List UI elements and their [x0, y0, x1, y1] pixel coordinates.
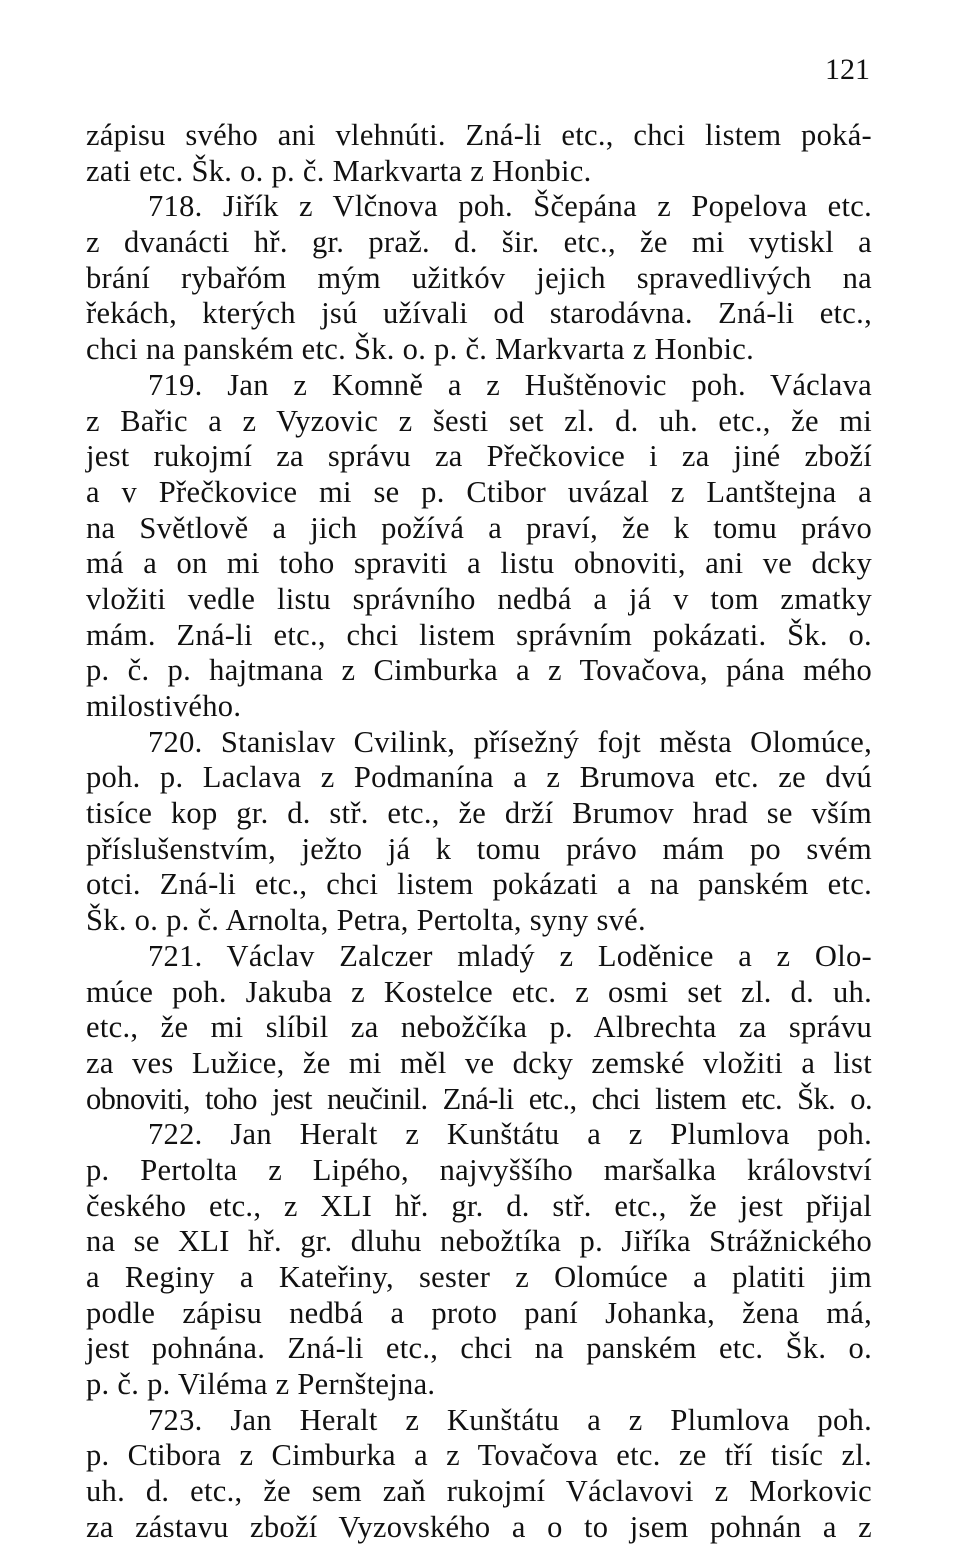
text-line: na se XLI hř. gr. dluhu nebožtíka p. Jiříka Strážnického	[86, 1224, 872, 1259]
entry-718-line: 718. Jiřík z Vlčnova poh. Ščepána z Popelova etc.	[148, 189, 872, 224]
text-line: poh. p. Laclava z Podmanína a z Brumova etc. ze dvú	[86, 760, 872, 795]
text-line: řekách, kterých jsú užívali od starodávna. Zná-li etc.,	[86, 296, 872, 331]
text-line: a v Přečkovice mi se p. Ctibor uvázal z Lantštejna a	[86, 474, 872, 509]
entry-722-line: 722. Jan Heralt z Kunštátu a z Plumlova poh.	[148, 1117, 872, 1152]
text-line: za zástavu zboží Vyzovského a o to jsem pohnán a z	[86, 1509, 872, 1544]
text-line: uh. d. etc., že sem zaň rukojmí Václavovi z Morkovic	[86, 1474, 872, 1509]
text-line: zápisu svého ani vlehnúti. Zná-li etc., chci listem poká-	[86, 118, 872, 152]
text-line: zati etc. Šk. o. p. č. Markvarta z Honbic.	[86, 153, 592, 188]
text-line: má a on mi toho spraviti a listu obnoviti, ani ve dcky	[86, 546, 872, 581]
text-line: mám. Zná-li etc., chci listem správním pokázati. Šk. o.	[86, 617, 872, 652]
page-number: 121	[825, 53, 870, 86]
text-line: příslušenstvím, ježto já k tomu právo mám po svém	[86, 831, 872, 866]
text-line: z dvanácti hř. gr. praž. d. šir. etc., že mi vytiskl a	[86, 225, 872, 260]
text-line: milostivého.	[86, 689, 242, 723]
text-line: p. č. p. Viléma z Pernštejna.	[86, 1367, 436, 1402]
text-line: múce poh. Jakuba z Kostelce etc. z osmi set zl. d. uh.	[86, 974, 872, 1009]
text-line: brání rybařóm mým užitkóv jejich spravedlivých na	[86, 260, 872, 295]
text-line: za ves Lužice, že mi měl ve dcky zemské vložiti a list	[86, 1045, 872, 1080]
text-line: p. Pertolta z Lipého, najvyššího maršalka království	[86, 1152, 872, 1187]
text-line: vložiti vedle listu správního nedbá a já v tom zmatky	[86, 581, 872, 616]
page-text	[86, 118, 872, 1546]
text-line: jest pohnána. Zná-li etc., chci na panském etc. Šk. o.	[86, 1331, 872, 1366]
text-line: z Bařic a z Vyzovic z šesti set zl. d. uh. etc., že mi	[86, 403, 872, 438]
entry-721-line: 721. Václav Zalczer mladý z Loděnice a z Olo-	[148, 938, 872, 973]
text-line: chci na panském etc. Šk. o. p. č. Markvarta z Honbic.	[86, 332, 755, 367]
entry-719-line: 719. Jan z Komně a z Huštěnovic poh. Václava	[148, 367, 872, 402]
entry-720-line: 720. Stanislav Cvilink, přísežný fojt města Olomúce,	[148, 724, 872, 759]
text-line: tisíce kop gr. d. stř. etc., že drží Brumov hrad se vším	[86, 796, 872, 831]
text-line: podle zápisu nedbá a proto paní Johanka, žena má,	[86, 1295, 872, 1330]
text-line: otci. Zná-li etc., chci listem pokázati a na panském etc.	[86, 867, 872, 902]
text-line: jest rukojmí za správu za Přečkovice i za jiné zboží	[86, 439, 872, 474]
text-line: p. č. p. hajtmana z Cimburka a z Tovačova, pána mého	[86, 653, 872, 688]
text-line: obnoviti, toho jest neučinil. Zná-li etc., chci listem etc. Šk. o.	[86, 1081, 872, 1116]
text-line: p. Ctibora z Cimburka a z Tovačova etc. ze tří tisíc zl.	[86, 1438, 872, 1473]
text-line: českého etc., z XLI hř. gr. d. stř. etc., že jest přijal	[86, 1188, 872, 1223]
text-line: Šk. o. p. č. Arnolta, Petra, Pertolta, syny své.	[86, 903, 646, 938]
text-line: etc., že mi slíbil za nebožčíka p. Albrechta za správu	[86, 1010, 872, 1045]
text-line: na Světlově a jich požívá a praví, že k tomu právo	[86, 510, 872, 545]
entry-723-line: 723. Jan Heralt z Kunštátu a z Plumlova poh.	[148, 1402, 872, 1437]
text-line: a Reginy a Kateřiny, sester z Olomúce a platiti jim	[86, 1260, 872, 1294]
